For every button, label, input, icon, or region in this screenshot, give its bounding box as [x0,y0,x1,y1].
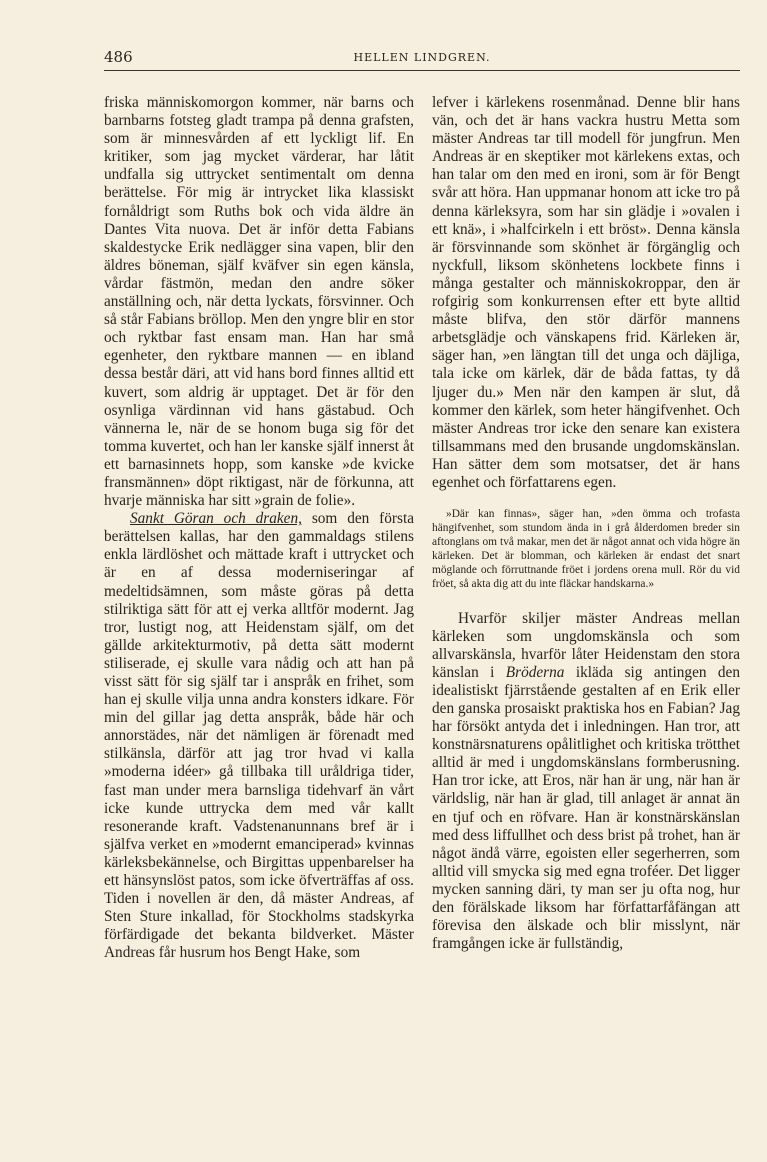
running-head: HELLEN LINDGREN. [353,51,491,64]
left-paragraph-2 [104,510,414,962]
left-paragraph-1: friska människomorgon kommer, när barns och barnbarns fotsteg gladt trampa på denna grafsten, som är minnesvården af ett lyckligt lif. En kritiker, som jag mycket värderar, har låtit undfalla sig uttrycket sentimentalt om denna berättelse. För mig är intrycket lika klassiskt fornåldrigt som Ruths bok och vida äldre än Dantes Vita nuova. Det är inför detta Fabians skaldestycke Erik nedlägger sina vapen, blir den äldres böneman, själf kväfver sin egen känsla, vårdar fästmön, medan den andre söker anställning och, när detta lyckats, försvinner. Och så står Fabians bröllop. Men den yngre blir en stor och ryktbar fast ensam man. Han har små egenheter, den ryktbare mannen — en ibland dessa består däri, att vid hans bord finnes alltid ett kuvert, som aldrig är upptaget. Det är för den osynliga värdinnan vid hans gästabud. Och vännerna le, när de se honom buga sig för det tomma kuvertet, och han ler kanske själf innerst åt ett barnasinnets hopp, som kanske »de kvicke fransmännen» döpt riktigast, när de förkunna, att hvarje människa har sitt »grain de folie». [104,94,414,510]
page-header [104,48,740,71]
story-title-sankt-goran: Sankt Göran och draken, [130,510,302,528]
right-paragraph-2-text-a: Hvarför skiljer mäster Andreas mellan kärleken som ungdomskänsla och som allvarskänsla, hvarför låter Heidenstam den stora känslan i [432,609,740,681]
right-column [432,94,740,953]
right-paragraph-2-text-b: ikläda sig antingen den idealistiskt fjärrstående gestalten af en Erik eller den ganska prosaiskt praktiska hos en Fabian? Jag har försökt antyda det i inledningen. Han tror, att konstnärsnaturens opålitlighet och kritiska trötthet alltid är med i ungdomskänslans formberusning. Han tror icke, att Eros, när han är ung, när han är världslig, när han är glad, till anlaget är annat än en tjuf och en röfvare. Han är konstnärskänslan med dess liffullhet och dess brist på trohet, han är något ändå värre, egoisten eller segerherren, som alltid vill smycka sig med egna troféer. Det ligger mycken sanning däri, ty man ser ju ofta nog, hur den förälskade liksom har författarfåfängan att förevisa den älskade och blir misslynt, när framgången icke är fullständig, [432,663,740,953]
block-quote: »Där kan finnas», säger han, »den ömma och trofasta hängifvenhet, som stundom ända in i grå ålderdomen breder sin aftonglans om två makar, men det är något annat och vida högre än kärleken. Det är blomman, och kärleken är endast det snart möglande och förruttnande fröet i jordens orena mull. Rör du vid fröet, så akta dig att du inte fläckar handskarna.» [432,508,740,590]
right-paragraph-1: lefver i kärlekens rosenmånad. Denne blir hans vän, och det är hans vackra hustru Metta som mäster Andreas tar till modell för jungfrun. Men Andreas är en skeptiker mot kärlekens extas, och han talar om den med en ironi, som är för Bengt svår att höra. Han uppmanar honom att icke tro på denna kärleksyra, som har sin glädje i »ovalen i ett knä», i »halfcirkeln i ett bröst». Denna känsla är försvinnande som skönhet är förgänglig och nyckfull, liksom skönhetens lockbete finns i många gestalter och människokroppar, den är rofgirig som konkurrensen efter ett byte alltid måste blifva, den stör därför mannens arbetsglädje och vänskapens frid. Kärleken är, säger han, »en längtan till det unga och däjliga, tala icke om kärlek, där de båda fattas, ty då ljuger du.» Men när den kampen är slut, då kommer den kärlek, som heter hängifvenhet. Och mäster Andreas tror icke den senare kan existera tillsammans med den brusande ungdomskänslan. Han sätter dem som motsatser, det är hans egenhet och författarens egen. [432,94,740,491]
page-number: 486 [104,48,133,66]
title-broderna: Bröderna [505,663,565,681]
left-paragraph-2-text: som den första berättelsen kallas, har den gammaldags stilens enkla lärdlöshet och mättade kraft i uttrycket och är en af dessa moderniseringar af medeltidsämnen, som måste göras på detta stilriktiga sätt för att ej verka alltför modernt. Jag tror, lustigt nog, att Heidenstam själf, om det gällde arkitekturmotiv, på detta sätt modernt stiliserade, ej skulle vara nådig och att han på visst sätt för sig själf tar i anspråk en frihet, som han ej skulle vilja unna andra konsters idkare. För min del gillar jag detta anspråk, både här och annorstädes, när det nämligen är förenadt med stilkänsla, därför att jag tror hvad vi kalla »moderna idéer» gå tillbaka till uråldriga tider, fast man under mera barnsliga tidehvarf än vårt icke kunde uttrycka dem med vår kallt resonerande kraft. Vadstenanunnans bref är i själfva verket en »modernt emanciperad» kvinnas kärleksbekännelse, och Birgittas uppenbarelser ha ett hänsynslöst patos, som icke öfverträffas af oss. Tiden i novellen är den, då mäster Andreas, af Sten Sture inkallad, för Stockholms stadskyrka förfärdigade det bekanta bildverket. Mäster Andreas får husrum hos Bengt Hake, som [104,510,414,962]
left-column [104,94,414,963]
right-paragraph-2 [432,610,740,954]
